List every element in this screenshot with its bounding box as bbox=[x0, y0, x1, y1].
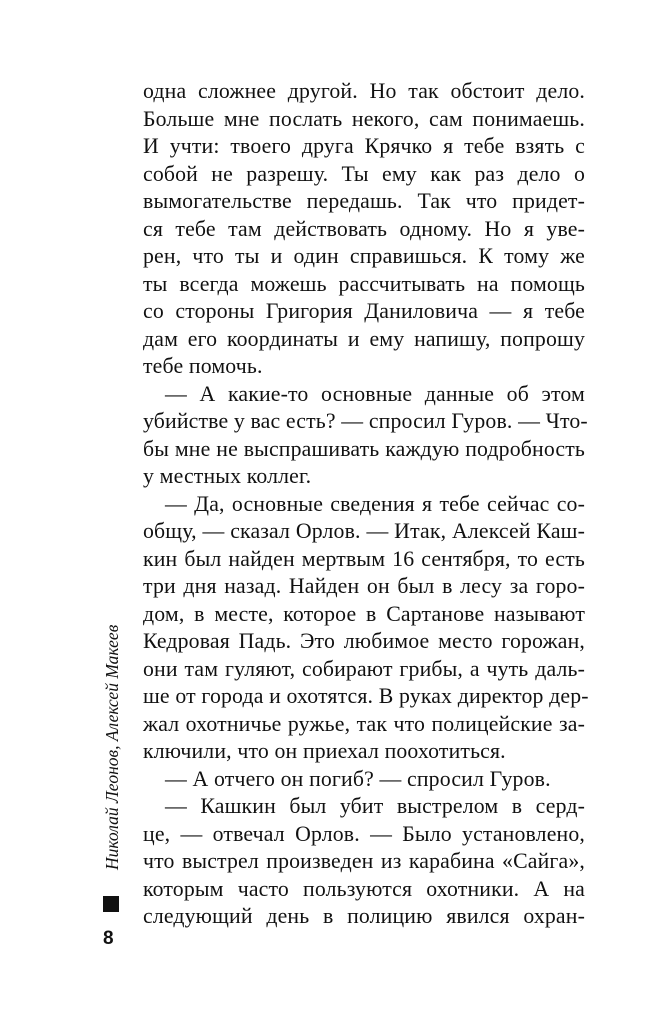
text-line: ся тебе там действовать одному. Но я уве- bbox=[143, 216, 585, 241]
body-text bbox=[143, 78, 589, 931]
text-line: — А отчего он погиб? — спросил Гуров. bbox=[165, 766, 551, 791]
text-line: це, — отвечал Орлов. — Было установлено, bbox=[143, 821, 585, 846]
text-line: одна сложнее другой. Но так обстоит дело. bbox=[143, 79, 585, 103]
text-line: убийстве у вас есть? — спросил Гуров. — Что- bbox=[143, 409, 588, 433]
text-line: И учти: твоего друга Крячко я тебе взять с bbox=[143, 134, 585, 158]
text-line: ше от города и охотятся. В руках директор дер- bbox=[143, 684, 589, 708]
text-line: что выстрел произведен из карабина «Сайга», bbox=[143, 849, 585, 873]
page-number: 8 bbox=[103, 928, 114, 949]
text-line: — А какие-то основные данные об этом bbox=[165, 381, 585, 406]
text-line: со стороны Григория Даниловича — я тебе bbox=[143, 299, 585, 323]
text-line: дом, в месте, которое в Сартанове называют bbox=[143, 601, 585, 626]
text-line: рен, что ты и один справишься. К тому же bbox=[143, 244, 585, 268]
text-line: тебе помочь. bbox=[143, 354, 263, 378]
text-line: кин был найден мертвым 16 сентября, то есть bbox=[143, 546, 585, 571]
text-line: дам его координаты и ему напишу, попрошу bbox=[143, 326, 585, 351]
text-line: Больше мне послать некого, сам понимаешь. bbox=[143, 106, 585, 131]
text-line: три дня назад. Найден он был в лесу за горо- bbox=[143, 574, 585, 598]
text-line: — Да, основные сведения я тебе сейчас со- bbox=[165, 491, 585, 516]
text-line: — Кашкин был убит выстрелом в серд- bbox=[165, 794, 585, 818]
text-line: у местных коллег. bbox=[143, 464, 312, 488]
text-line: которым часто пользуются охотники. А на bbox=[143, 876, 585, 901]
text-line: ты всегда можешь рассчитывать на помощь bbox=[143, 271, 585, 296]
running-author-header: Николай Леонов, Алексей Макеев bbox=[102, 624, 122, 870]
text-line: общу, — сказал Орлов. — Итак, Алексей Каш- bbox=[143, 519, 585, 543]
text-line: собой не разрешу. Ты ему как раз дело о bbox=[143, 161, 585, 186]
text-line: ключили, что он приехал поохотиться. bbox=[143, 739, 506, 763]
text-line: бы мне не выспрашивать каждую подробность bbox=[143, 436, 585, 461]
text-line: жал охотничье ружье, так что полицейские за- bbox=[143, 711, 585, 736]
margin-square-marker bbox=[103, 896, 119, 912]
text-line: они там гуляют, собирают грибы, а чуть даль- bbox=[143, 656, 585, 681]
text-line: вымогательстве передашь. Так что придет- bbox=[143, 189, 585, 213]
text-line: Кедровая Падь. Это любимое место горожан, bbox=[143, 629, 585, 653]
text-line: следующий день в полицию явился охран- bbox=[143, 904, 585, 928]
